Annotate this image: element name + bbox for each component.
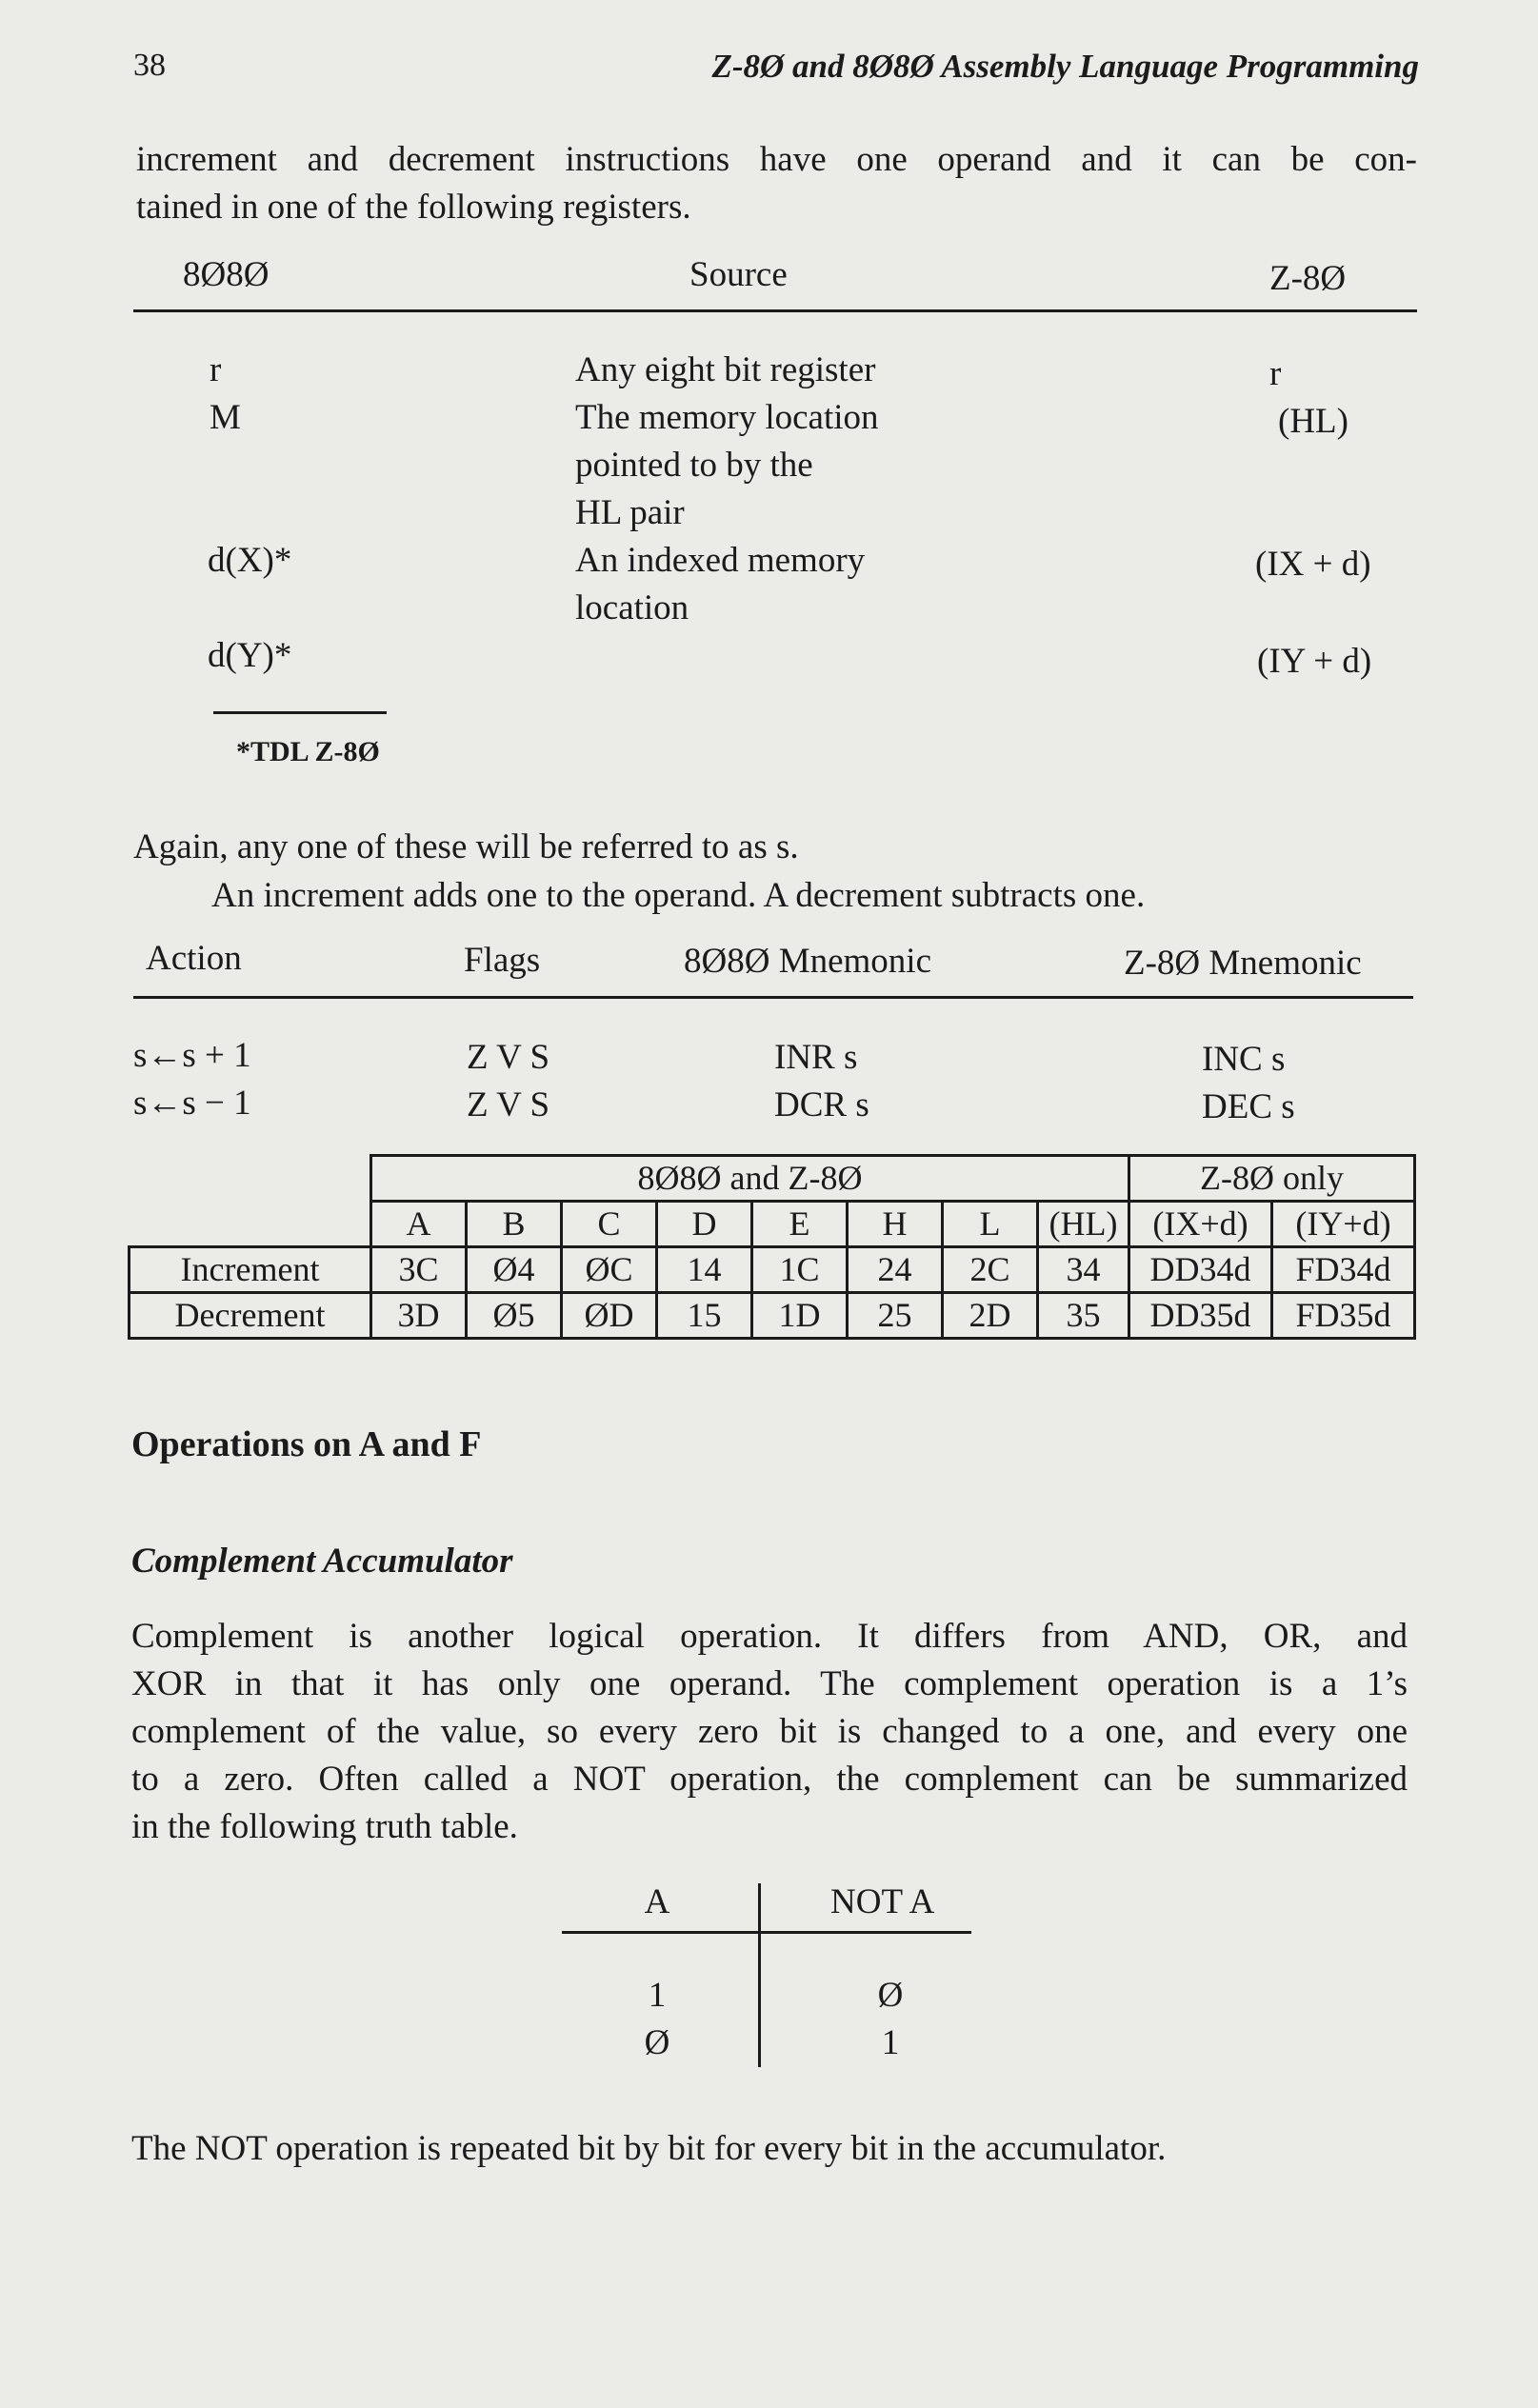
opcode-column-header: (HL) <box>1038 1202 1129 1247</box>
opcode-cell: Ø5 <box>467 1293 562 1339</box>
opcode-column-header: L <box>943 1202 1038 1247</box>
action-row-z80: DEC s <box>1202 1087 1295 1126</box>
paragraph-2-line-2: An increment adds one to the operand. A decrement subtracts one. <box>211 876 1146 915</box>
footnote-rule <box>213 711 387 714</box>
complement-line-4: to a zero. Often called a NOT operation, the complement can be summarized <box>131 1760 1408 1799</box>
truth-header-rule <box>562 1931 971 1934</box>
subsection-heading: Complement Accumulator <box>131 1542 513 1581</box>
opcode-cell: 2C <box>943 1247 1038 1293</box>
opcode-column-header: B <box>467 1202 562 1247</box>
opcode-cell: 3C <box>371 1247 467 1293</box>
truth-row-a: Ø <box>644 2023 670 2062</box>
opcode-cell: 14 <box>657 1247 752 1293</box>
operand-row-source: Any eight bit register <box>575 350 876 389</box>
opcode-cell: ØD <box>562 1293 657 1339</box>
opcode-cell: 15 <box>657 1293 752 1339</box>
action-header-rule <box>133 996 1413 999</box>
operand-row-z80: (IX + d) <box>1255 545 1371 584</box>
opcode-cell: 2D <box>943 1293 1038 1339</box>
paragraph-2-line-1: Again, any one of these will be referred to as s. <box>133 827 799 866</box>
truth-row-not-a: 1 <box>881 2023 900 2062</box>
complement-line-2: XOR in that it has only one operand. The complement operation is a 1’s <box>131 1664 1408 1703</box>
operand-header-source: Source <box>689 255 788 294</box>
action-row-action: s←s − 1 <box>133 1084 251 1123</box>
truth-row-not-a: Ø <box>877 1976 904 2015</box>
operand-header-z80: Z-8Ø <box>1269 259 1347 298</box>
opcode-column-header: (IY+d) <box>1272 1202 1415 1247</box>
complement-line-1: Complement is another logical operation. It differs from AND, OR, and <box>131 1617 1408 1656</box>
opcode-column-row <box>130 1202 1415 1247</box>
opcode-corner <box>130 1202 371 1247</box>
action-header-action: Action <box>146 939 242 978</box>
operand-row-8080: r <box>210 350 222 389</box>
opcode-column-header: E <box>752 1202 848 1247</box>
opcode-cell: 24 <box>848 1247 943 1293</box>
opcode-cell: Ø4 <box>467 1247 562 1293</box>
action-header-flags: Flags <box>464 941 541 980</box>
opcode-column-header: A <box>371 1202 467 1247</box>
operand-row-8080: d(Y)* <box>208 636 292 675</box>
operand-row-source: An indexed memory <box>575 541 866 580</box>
action-row-flags: Z V S <box>467 1085 550 1124</box>
opcode-row-label: Increment <box>130 1247 371 1293</box>
opcode-row-increment <box>130 1247 1415 1293</box>
opcode-cell: 25 <box>848 1293 943 1339</box>
opcode-cell: DD35d <box>1129 1293 1272 1339</box>
opcode-cell: 3D <box>371 1293 467 1339</box>
truth-header-not-a: NOT A <box>830 1882 935 1921</box>
action-header-8080: 8Ø8Ø Mnemonic <box>684 942 931 981</box>
operand-row-source: HL pair <box>575 493 685 532</box>
section-heading: Operations on A and F <box>131 1424 482 1464</box>
opcode-cell: 1C <box>752 1247 848 1293</box>
operand-row-8080: d(X)* <box>208 541 292 580</box>
operand-header-8080: 8Ø8Ø <box>183 255 270 294</box>
opcode-group-z80-only: Z-8Ø only <box>1129 1156 1415 1202</box>
action-row-action: s←s + 1 <box>133 1036 251 1075</box>
action-header-z80: Z-8Ø Mnemonic <box>1124 944 1362 983</box>
operand-row-z80: (HL) <box>1278 402 1348 441</box>
opcode-cell: DD34d <box>1129 1247 1272 1293</box>
operand-row-8080: M <box>210 398 241 437</box>
operand-header-rule <box>133 309 1417 312</box>
operand-row-z80: r <box>1269 354 1282 393</box>
opcode-column-header: (IX+d) <box>1129 1202 1272 1247</box>
opcode-corner <box>130 1156 371 1202</box>
operand-row-source: location <box>575 588 689 627</box>
action-row-z80: INC s <box>1202 1040 1286 1079</box>
opcode-cell: FD34d <box>1272 1247 1415 1293</box>
truth-divider <box>758 1883 761 2067</box>
closing-paragraph: The NOT operation is repeated bit by bit for every bit in the accumulator. <box>131 2129 1167 2168</box>
intro-line-2: tained in one of the following registers. <box>136 188 691 227</box>
opcode-cell: 1D <box>752 1293 848 1339</box>
opcode-column-header: C <box>562 1202 657 1247</box>
operand-row-source: pointed to by the <box>575 446 813 485</box>
action-row-8080: INR s <box>774 1038 858 1077</box>
opcode-group-8080-z80: 8Ø8Ø and Z-8Ø <box>371 1156 1129 1202</box>
operand-row-source: The memory location <box>575 398 879 437</box>
action-row-8080: DCR s <box>774 1085 869 1124</box>
opcode-cell: 35 <box>1038 1293 1129 1339</box>
opcode-row-label: Decrement <box>130 1293 371 1339</box>
opcode-cell: FD35d <box>1272 1293 1415 1339</box>
action-row-flags: Z V S <box>467 1038 550 1077</box>
opcode-column-header: H <box>848 1202 943 1247</box>
complement-line-5: in the following truth table. <box>131 1807 518 1846</box>
opcode-cell: 34 <box>1038 1247 1129 1293</box>
footnote: *TDL Z-8Ø <box>236 736 380 767</box>
operand-row-z80: (IY + d) <box>1257 642 1372 681</box>
intro-line-1: increment and decrement instructions have one operand and it can be con- <box>136 140 1417 179</box>
truth-row-a: 1 <box>648 1976 667 2015</box>
page-number: 38 <box>133 48 166 83</box>
running-title: Z-8Ø and 8Ø8Ø Assembly Language Programming <box>711 48 1419 85</box>
opcode-row-decrement <box>130 1293 1415 1339</box>
opcode-column-header: D <box>657 1202 752 1247</box>
complement-line-3: complement of the value, so every zero bit is changed to a one, and every one <box>131 1712 1408 1751</box>
opcode-cell: ØC <box>562 1247 657 1293</box>
opcode-group-row <box>130 1156 1415 1202</box>
opcode-table <box>128 1154 1416 1340</box>
truth-header-a: A <box>644 1882 670 1921</box>
